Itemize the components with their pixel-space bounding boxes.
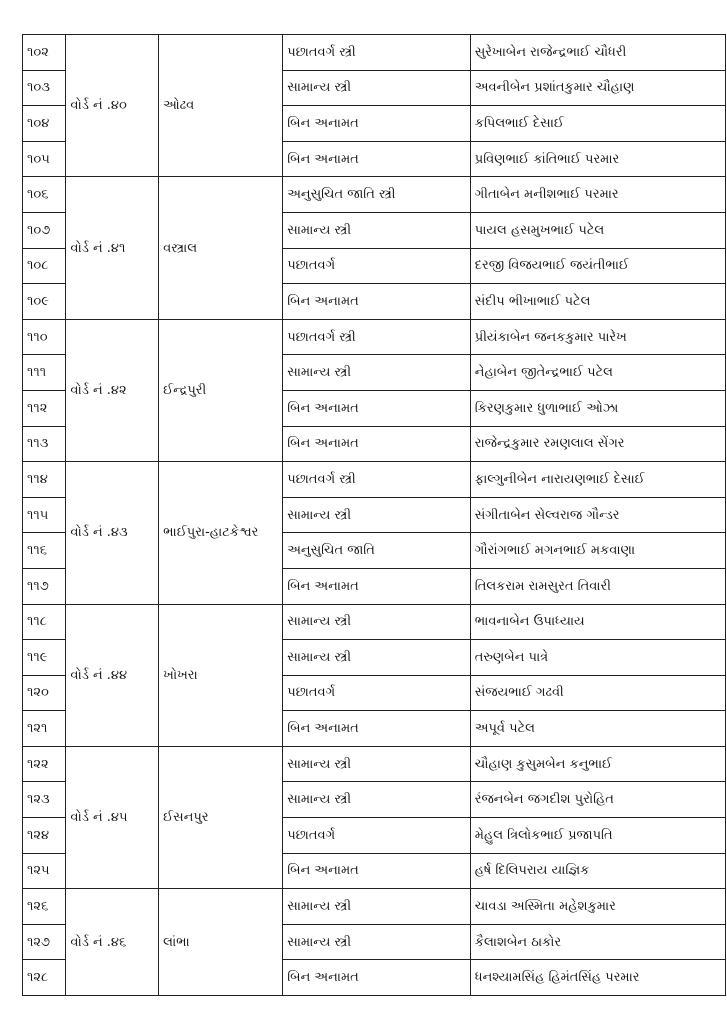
candidate-name-cell: સંજયભાઈ ગઢવી bbox=[470, 675, 725, 711]
reservation-category-cell: બિન અનામત bbox=[283, 390, 471, 426]
serial-number-cell: ૧૦૫ bbox=[23, 141, 66, 177]
reservation-category-cell: સામાન્ય સ્ત્રી bbox=[283, 497, 471, 533]
reservation-category-cell: અનુસુચિત જાતિ bbox=[283, 533, 471, 569]
ward-area-cell: ઓઢવ bbox=[159, 35, 283, 177]
ward-area-cell: ભાઈપુરા-હાટકેશ્વર bbox=[159, 462, 283, 604]
serial-number-cell: ૧૨૮ bbox=[23, 960, 66, 996]
serial-number-cell: ૧૧૧ bbox=[23, 355, 66, 391]
candidate-name-cell: ફાલ્ગુનીબેન નારાયણભાઈ દેસાઈ bbox=[470, 462, 725, 498]
reservation-category-cell: સામાન્ય સ્ત્રી bbox=[283, 782, 471, 818]
serial-number-cell: ૧૨૫ bbox=[23, 853, 66, 889]
candidate-name-cell: કપિલભાઈ દેસાઈ bbox=[470, 106, 725, 142]
serial-number-cell: ૧૧૮ bbox=[23, 604, 66, 640]
candidate-name-cell: સંગીતાબેન સેલ્વરાજ ગૌન્ડર bbox=[470, 497, 725, 533]
candidate-name-cell: ચૌહાણ કુસુમબેન કનુભાઈ bbox=[470, 746, 725, 782]
reservation-category-cell: બિન અનામત bbox=[283, 106, 471, 142]
ward-number-cell: વોર્ડ નં .૪૧ bbox=[66, 177, 159, 319]
serial-number-cell: ૧૧૯ bbox=[23, 640, 66, 676]
serial-number-cell: ૧૧૭ bbox=[23, 568, 66, 604]
serial-number-cell: ૧૦૬ bbox=[23, 177, 66, 213]
reservation-category-cell: પછાતવર્ગ સ્ત્રી bbox=[283, 319, 471, 355]
reservation-category-cell: સામાન્ય સ્ત્રી bbox=[283, 212, 471, 248]
serial-number-cell: ૧૨૭ bbox=[23, 924, 66, 960]
candidate-table bbox=[22, 34, 726, 996]
table-row bbox=[23, 177, 726, 213]
table-row bbox=[23, 889, 726, 925]
ward-area-cell: લાંભા bbox=[159, 889, 283, 996]
candidate-name-cell: રાજેન્દ્રકુમાર રમણલાલ સેંગર bbox=[470, 426, 725, 462]
serial-number-cell: ૧૨૨ bbox=[23, 746, 66, 782]
serial-number-cell: ૧૧૬ bbox=[23, 533, 66, 569]
candidate-name-cell: પ્રીયંકાબેન જનકકુમાર પારેખ bbox=[470, 319, 725, 355]
serial-number-cell: ૧૧૪ bbox=[23, 462, 66, 498]
candidate-name-cell: તિલકરામ રામસુરત તિવારી bbox=[470, 568, 725, 604]
ward-number-cell: વોર્ડ નં .૪૬ bbox=[66, 889, 159, 996]
table-row bbox=[23, 604, 726, 640]
serial-number-cell: ૧૦૯ bbox=[23, 284, 66, 320]
reservation-category-cell: બિન અનામત bbox=[283, 141, 471, 177]
table-row bbox=[23, 35, 726, 71]
ward-area-cell: વસ્ત્રાલ bbox=[159, 177, 283, 319]
serial-number-cell: ૧૦૨ bbox=[23, 35, 66, 71]
candidate-name-cell: સંદીપ ભીખાભાઈ પટેલ bbox=[470, 284, 725, 320]
candidate-name-cell: સુરેખાબેન રાજેન્દ્રભાઈ ચૌધરી bbox=[470, 35, 725, 71]
serial-number-cell: ૧૦૪ bbox=[23, 106, 66, 142]
reservation-category-cell: પછાતવર્ગ bbox=[283, 675, 471, 711]
candidate-name-cell: ચાવડા અસ્મિતા મહેશકુમાર bbox=[470, 889, 725, 925]
candidate-name-cell: નેહાબેન જીતેન્દ્રભાઈ પટેલ bbox=[470, 355, 725, 391]
reservation-category-cell: સામાન્ય સ્ત્રી bbox=[283, 640, 471, 676]
candidate-name-cell: રંજનબેન જગદીશ પુરોહિત bbox=[470, 782, 725, 818]
ward-number-cell: વોર્ડ નં .૪૨ bbox=[66, 319, 159, 461]
reservation-category-cell: સામાન્ય સ્ત્રી bbox=[283, 70, 471, 106]
candidate-name-cell: તરુણબેન પાત્રે bbox=[470, 640, 725, 676]
serial-number-cell: ૧૨૩ bbox=[23, 782, 66, 818]
reservation-category-cell: સામાન્ય સ્ત્રી bbox=[283, 889, 471, 925]
reservation-category-cell: પછાતવર્ગ સ્ત્રી bbox=[283, 35, 471, 71]
table-row bbox=[23, 462, 726, 498]
reservation-category-cell: બિન અનામત bbox=[283, 853, 471, 889]
reservation-category-cell: સામાન્ય સ્ત્રી bbox=[283, 924, 471, 960]
reservation-category-cell: બિન અનામત bbox=[283, 568, 471, 604]
candidate-name-cell: અવનીબેન પ્રશાંતકુમાર ચૌહાણ bbox=[470, 70, 725, 106]
serial-number-cell: ૧૦૮ bbox=[23, 248, 66, 284]
reservation-category-cell: પછાતવર્ગ bbox=[283, 248, 471, 284]
candidate-table-body bbox=[23, 35, 726, 996]
ward-area-cell: ઈન્દ્રપુરી bbox=[159, 319, 283, 461]
candidate-name-cell: પ્રવિણભાઈ કાંતિભાઈ પરમાર bbox=[470, 141, 725, 177]
table-row bbox=[23, 319, 726, 355]
reservation-category-cell: અનુસુચિત જાતિ સ્ત્રી bbox=[283, 177, 471, 213]
reservation-category-cell: સામાન્ય સ્ત્રી bbox=[283, 604, 471, 640]
serial-number-cell: ૧૦૭ bbox=[23, 212, 66, 248]
ward-area-cell: ઈસનપુર bbox=[159, 746, 283, 888]
reservation-category-cell: બિન અનામત bbox=[283, 711, 471, 747]
candidate-name-cell: ગૌરાંગભાઈ મગનભાઈ મકવાણા bbox=[470, 533, 725, 569]
candidate-name-cell: પાયલ હસમુખભાઈ પટેલ bbox=[470, 212, 725, 248]
ward-number-cell: વોર્ડ નં .૪૦ bbox=[66, 35, 159, 177]
candidate-name-cell: ભાવનાબેન ઉપાધ્યાય bbox=[470, 604, 725, 640]
reservation-category-cell: બિન અનામત bbox=[283, 960, 471, 996]
candidate-name-cell: મેહુલ ત્રિલોકભાઈ પ્રજાપતિ bbox=[470, 818, 725, 854]
serial-number-cell: ૧૨૬ bbox=[23, 889, 66, 925]
serial-number-cell: ૧૧૫ bbox=[23, 497, 66, 533]
serial-number-cell: ૧૧૩ bbox=[23, 426, 66, 462]
serial-number-cell: ૧૦૩ bbox=[23, 70, 66, 106]
candidate-name-cell: અપૂર્વ પટેલ bbox=[470, 711, 725, 747]
ward-area-cell: ખોખરા bbox=[159, 604, 283, 746]
candidate-name-cell: ગીતાબેન મનીશભાઈ પરમાર bbox=[470, 177, 725, 213]
reservation-category-cell: સામાન્ય સ્ત્રી bbox=[283, 746, 471, 782]
ward-number-cell: વોર્ડ નં .૪૩ bbox=[66, 462, 159, 604]
candidate-name-cell: દરજી વિજયભાઈ જયંતીભાઈ bbox=[470, 248, 725, 284]
candidate-name-cell: કૈલાશબેન ઠાકોર bbox=[470, 924, 725, 960]
candidate-name-cell: હર્ષ દિલિપરાય યાજ્ઞિક bbox=[470, 853, 725, 889]
serial-number-cell: ૧૨૧ bbox=[23, 711, 66, 747]
reservation-category-cell: સામાન્ય સ્ત્રી bbox=[283, 355, 471, 391]
serial-number-cell: ૧૧૨ bbox=[23, 390, 66, 426]
serial-number-cell: ૧૧૦ bbox=[23, 319, 66, 355]
ward-number-cell: વોર્ડ નં .૪૫ bbox=[66, 746, 159, 888]
candidate-name-cell: કિરણકુમાર ધુળાભાઈ ઓઝા bbox=[470, 390, 725, 426]
serial-number-cell: ૧૨૪ bbox=[23, 818, 66, 854]
candidate-name-cell: ધનશ્યામસિંહ હિમંતસિંહ પરમાર bbox=[470, 960, 725, 996]
reservation-category-cell: પછાતવર્ગ સ્ત્રી bbox=[283, 462, 471, 498]
reservation-category-cell: બિન અનામત bbox=[283, 284, 471, 320]
reservation-category-cell: પછાતવર્ગ bbox=[283, 818, 471, 854]
serial-number-cell: ૧૨૦ bbox=[23, 675, 66, 711]
table-row bbox=[23, 746, 726, 782]
reservation-category-cell: બિન અનામત bbox=[283, 426, 471, 462]
candidate-list-sheet bbox=[22, 34, 726, 996]
ward-number-cell: વોર્ડ નં .૪૪ bbox=[66, 604, 159, 746]
